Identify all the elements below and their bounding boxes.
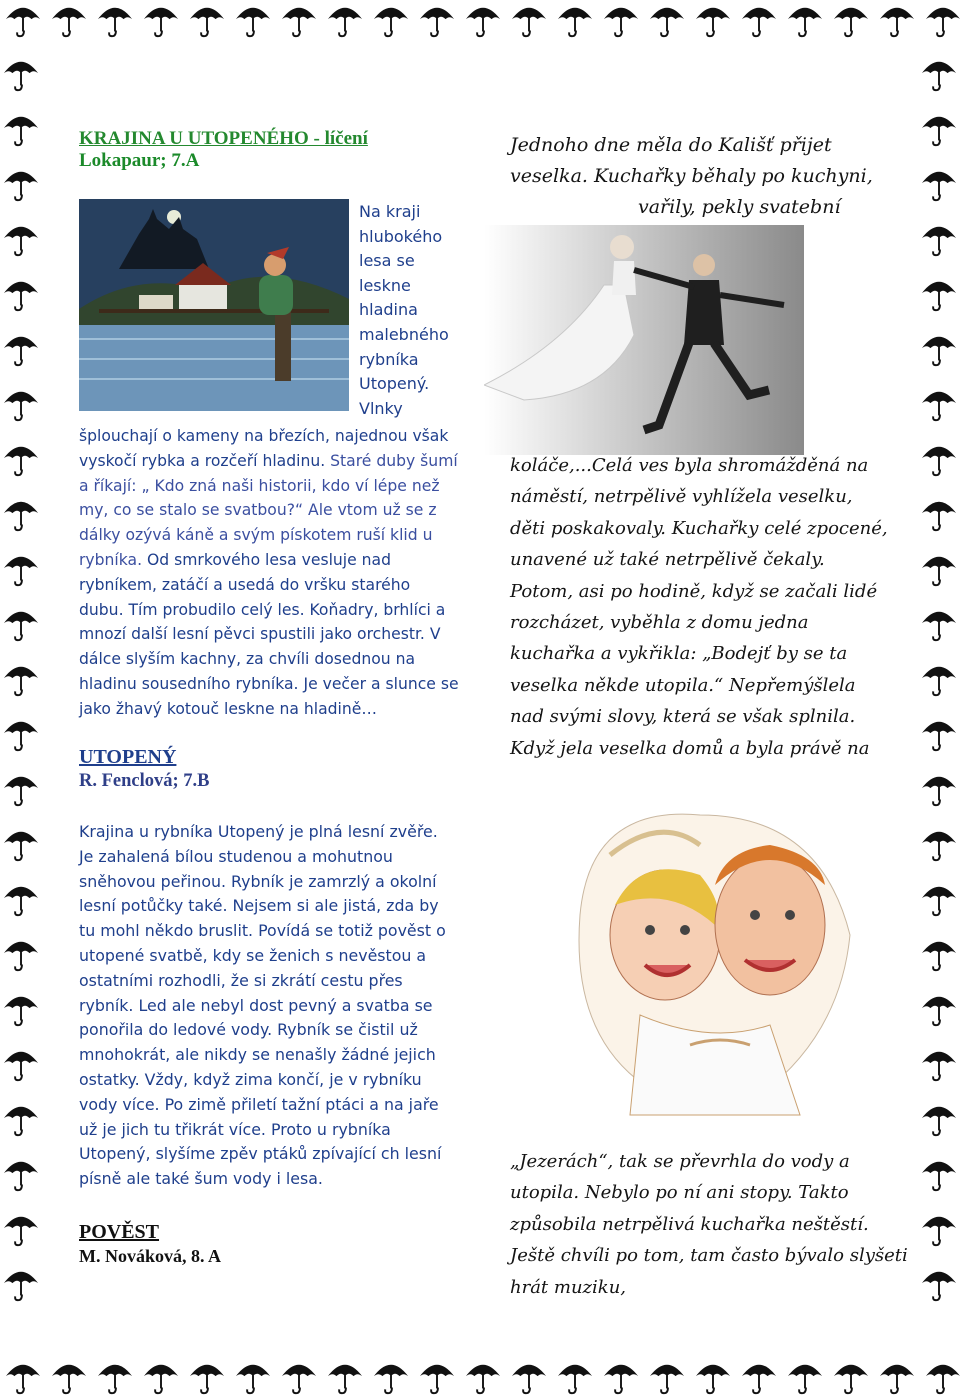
section-povest-author: M. Nováková, 8. A (79, 1246, 222, 1266)
section-utopeny-author: R. Fenclová; 7.B (79, 771, 210, 791)
section-povest-title[interactable]: POVĚST (79, 1221, 160, 1243)
legend-intro: Jednoho dne měla do Kališť přijet veselka. Kuchařky běhaly po kuchyni, vařily, pekly svatební (510, 134, 873, 218)
section-utopeny-title[interactable]: UTOPENÝ (79, 746, 177, 768)
article-title[interactable]: KRAJINA U UTOPENÉHO - líčení (79, 128, 368, 149)
side-text: Na kraji hlubokého lesa se leskne hladina malebného rybníka Utopený. Vlnky (359, 202, 449, 418)
article-body-1: šplouchají o kameny na březích, najednou však vyskočí rybka a rozčeří hladinu. Staré duby šumí a říkají: „ Kdo zná naši historii, kdo ví lépe než my, co se stalo se svatbou?“ Ale vtom už se z dálky ozývá káně a svým pískotem ruší klid u rybníka. Od smrkového lesa vesluje nad rybníkem, zatáčí a usedá do vršku starého dubu. Tím probudilo celý les. Koňadry, brhlíci a mnozí další lesní pěvci spustili jako orchestr. V dálce slyším kachny, za chvíli dosednou na hladinu sousedního rybníka. Je večer a slunce se jako žhavý kotouč leskne na hladině… (79, 427, 459, 718)
article-author: Lokapaur; 7.A (79, 150, 200, 171)
section-povest-header (79, 1220, 221, 1268)
legend-ending: „Jezerách“, tak se převrhla do vody a utopila. Nebylo po ní ani stopy. Takto způsobila netrpělivá kuchařka neštěstí. Ještě chvíli po tom, tam často bývalo slyšeti hrát muziku, (510, 1151, 908, 1298)
castle-pond-illustration (79, 199, 349, 411)
section-utopeny-header (79, 745, 210, 793)
bride-groom-caricature (520, 795, 900, 1145)
legend-middle: koláče,...Celá ves byla shromážděná na náměstí, netrpělivě vyhlížela veselku, děti poskakovaly. Kuchařky celé zpocené, unavené už také netrpělivě čekaly. Potom, asi po hodině, když se začali lidé rozcházet, vyběhla z domu jedna kuchařka a vykřikla: „Bodejť by se ta veselka někde utopila.“ Nepřemýšlela nad svými slovy, která se však splnila. Když jela veselka domů a byla právě na (510, 455, 888, 759)
article-header (79, 128, 368, 172)
running-groom-figurine-photo (484, 225, 804, 455)
article-body-2: Krajina u rybníka Utopený je plná lesní zvěře. Je zahalená bílou studenou a mohutnou sněhovou peřinou. Rybník je zamrzlý a okolní lesní potůčky také. Nejsem si ale jistá, zda by tu mohl někdo bruslit. Povídá se totiž pověst o utopené svatbě, kdy se ženich s nevěstou a ostatními rozhodli, že si zkrátí cestu přes rybník. Led ale nebyl dost pevný a svatba se ponořila do ledové vody. Rybník se čistil už mnohokrát, ale nikdy se nenašly žádné jejich ostatky. Vždy, když zima končí, je v rybníku vody více. Po zimě přiletí tažní ptáci a na jaře už je jich tu třikrát více. Proto u rybníka Utopený, slyšíme zpěv ptáků zpívající ch lesní písně ale také šum vody i lesa. (79, 822, 446, 1189)
